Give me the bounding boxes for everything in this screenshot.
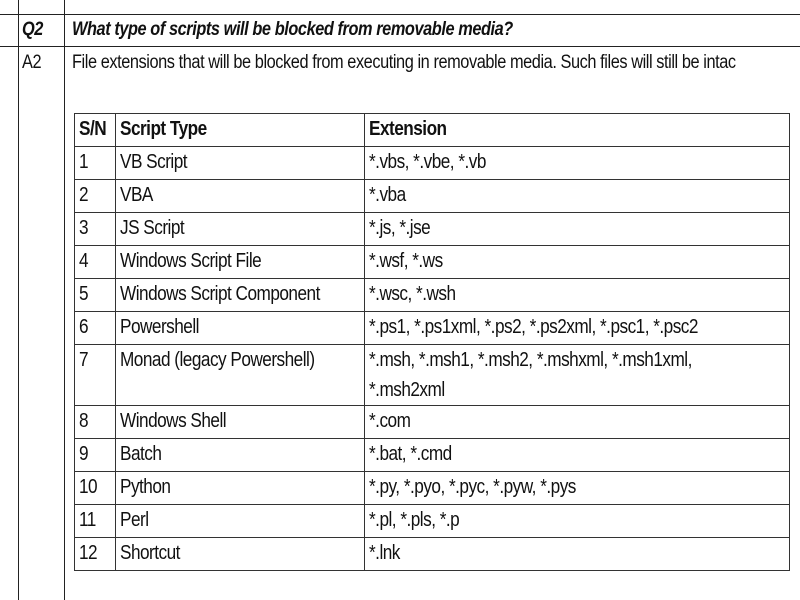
row-script-type: VB Script (116, 147, 365, 180)
header-script-type: Script Type (116, 114, 365, 147)
header-sn: S/N (75, 114, 116, 147)
row-sn: 4 (75, 246, 116, 279)
question-label: Q2 (22, 19, 43, 40)
row-extension: *.wsc, *.wsh (365, 279, 790, 312)
row-script-type: Windows Script File (116, 246, 365, 279)
row-sn: 1 (75, 147, 116, 180)
row-script-type: Monad (legacy Powershell) (116, 345, 365, 406)
row-script-type: JS Script (116, 213, 365, 246)
row-sn: 11 (75, 505, 116, 538)
top-border-line (0, 14, 800, 15)
table-row (75, 472, 790, 505)
row-extension: *.lnk (365, 538, 790, 571)
row-script-type: Windows Script Component (116, 279, 365, 312)
answer-text: File extensions that will be blocked from executing in removable media. Such files will still be intac (72, 52, 736, 73)
answer-label: A2 (22, 52, 42, 73)
row-sn: 9 (75, 439, 116, 472)
header-extension: Extension (365, 114, 790, 147)
row-sn: 2 (75, 180, 116, 213)
table-row (75, 538, 790, 571)
row-extension: *.msh, *.msh1, *.msh2, *.mshxml, *.msh1xml, *.msh2xml (365, 345, 790, 406)
label-column-line (64, 0, 65, 600)
table-row (75, 406, 790, 439)
row-script-type: Batch (116, 439, 365, 472)
row-sn: 10 (75, 472, 116, 505)
table-row (75, 180, 790, 213)
row-sn: 8 (75, 406, 116, 439)
row-extension: *.vba (365, 180, 790, 213)
row-script-type: Python (116, 472, 365, 505)
row-extension: *.com (365, 406, 790, 439)
row-script-type: Shortcut (116, 538, 365, 571)
row-extension-continued: *.msh2xml (369, 379, 445, 401)
table-row (75, 345, 790, 406)
row-extension: *.py, *.pyo, *.pyc, *.pyw, *.pys (365, 472, 790, 505)
row-sn: 6 (75, 312, 116, 345)
row-script-type: Perl (116, 505, 365, 538)
table-header-row (75, 114, 790, 147)
row-sn: 3 (75, 213, 116, 246)
table-row (75, 279, 790, 312)
table-row (75, 147, 790, 180)
row-extension: *.bat, *.cmd (365, 439, 790, 472)
left-border-line (18, 0, 19, 600)
row-sn: 5 (75, 279, 116, 312)
row-extension: *.pl, *.pls, *.p (365, 505, 790, 538)
row-sn: 7 (75, 345, 116, 406)
row-script-type: Windows Shell (116, 406, 365, 439)
table-row (75, 246, 790, 279)
table-row (75, 505, 790, 538)
table-row (75, 439, 790, 472)
row-script-type: Powershell (116, 312, 365, 345)
row-extension: *.wsf, *.ws (365, 246, 790, 279)
row-sn: 12 (75, 538, 116, 571)
script-extension-table (74, 113, 790, 571)
table-row (75, 213, 790, 246)
row-extension: *.ps1, *.ps1xml, *.ps2, *.ps2xml, *.psc1, *.psc2 (365, 312, 790, 345)
row-script-type: VBA (116, 180, 365, 213)
table-row (75, 312, 790, 345)
row-extension: *.vbs, *.vbe, *.vb (365, 147, 790, 180)
question-text: What type of scripts will be blocked from removable media? (72, 19, 513, 40)
question-separator-line (0, 46, 800, 47)
row-extension: *.js, *.jse (365, 213, 790, 246)
